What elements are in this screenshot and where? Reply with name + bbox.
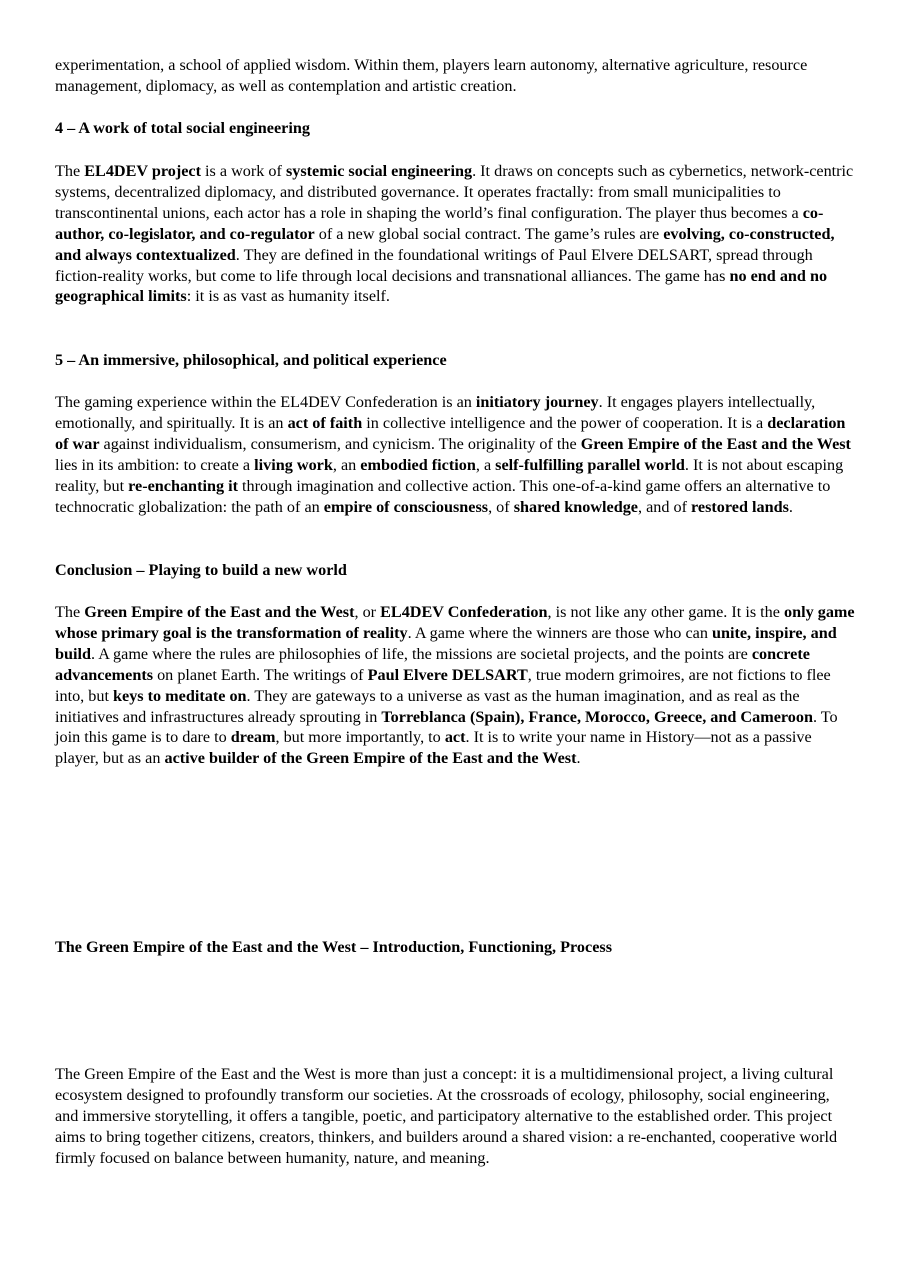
text-run: on planet Earth. The writings of <box>153 665 368 684</box>
emphasized-text: Paul Elvere DELSART <box>367 665 528 684</box>
text-run: . It is not about escaping reality, but <box>55 455 844 495</box>
emphasized-text: Torreblanca (Spain), France, Morocco, Greece, and Cameroon <box>381 707 813 726</box>
text-run: , an <box>332 455 361 474</box>
text-run: , a <box>475 455 496 474</box>
text-run: The <box>55 162 85 180</box>
text-run: against individualism, consumerism, and cynicism. The originality of the <box>99 434 581 453</box>
emphasized-text: re-enchanting it <box>128 476 238 495</box>
emphasized-text: keys to meditate on <box>113 686 247 705</box>
emphasized-text: Green Empire of the East and the West <box>580 434 851 453</box>
conclusion-paragraph <box>55 602 855 769</box>
emphasized-text: act of faith <box>287 413 363 432</box>
text-run: of a new global social contract. The game’s rules are <box>314 224 664 243</box>
text-run: lies in its ambition: to create a <box>55 455 255 474</box>
emphasized-text: living work <box>254 455 333 474</box>
text-run: is a work of <box>200 162 286 180</box>
text-run: The Green Empire of the East and the West is more than just a concept: it is a multidimensional project, a living cultural ecosystem designed to profoundly transform our societies. At the crossroads of ecology, philosophy, social engineering, and immersive storytelling, it offers a tangible, poetic, and participatory alternative to the established order. This project aims to bring together citizens, creators, thinkers, and builders around a shared vision: a re-enchanted, cooperative world firmly focused on balance between humanity, nature, and meaning. <box>55 1065 838 1167</box>
section-4-heading: 4 – A work of total social engineering <box>55 119 310 137</box>
section-5-heading: 5 – An immersive, philosophical, and political experience <box>55 351 447 369</box>
text-run: . It engages players intellectually, emotionally, and spiritually. It is an <box>55 393 816 432</box>
section-5-paragraph <box>55 392 855 517</box>
emphasized-text: shared knowledge <box>513 497 638 516</box>
introduction-heading: The Green Empire of the East and the West – Introduction, Functioning, Process <box>55 938 612 956</box>
text-run: experimentation, a school of applied wisdom. Within them, players learn autonomy, alternative agriculture, resource management, diplomacy, as well as contemplation and artistic creation. <box>55 56 808 95</box>
conclusion-heading: Conclusion – Playing to build a new world <box>55 561 347 579</box>
text-run: , of <box>488 497 514 516</box>
text-run: . A game where the rules are philosophies of life, the missions are societal projects, and the points are <box>91 644 752 663</box>
text-run: . They are gateways to a universe as vast as the human imagination, and as real as the initiatives and infrastructures already sprouting in <box>55 686 800 726</box>
paragraph-continuation <box>55 55 855 97</box>
text-run: : it is as vast as humanity itself. <box>186 287 390 306</box>
emphasized-text: Green Empire of the East and the West <box>84 603 355 621</box>
introduction-paragraph <box>55 1064 855 1169</box>
text-run: The <box>55 603 85 621</box>
text-run: , but more importantly, to <box>275 728 445 747</box>
emphasized-text: empire of consciousness <box>323 497 489 516</box>
emphasized-text: EL4DEV project <box>84 162 201 180</box>
text-run: . <box>788 497 793 516</box>
text-run: , and of <box>637 497 692 516</box>
text-run: , is not like any other game. It is the <box>547 603 784 621</box>
text-run: . A game where the winners are those who can <box>407 623 712 642</box>
emphasized-text: unite, inspire, and build <box>55 623 837 663</box>
emphasized-text: act <box>444 728 466 747</box>
text-run: through imagination and collective action. This one-of-a-kind game offers an alternative to technocratic globalization: the path of an <box>55 476 831 516</box>
text-run: . To join this game is to dare to <box>55 707 838 747</box>
section-4-paragraph <box>55 161 855 307</box>
emphasized-text: self-fulfilling parallel world <box>495 455 685 474</box>
emphasized-text: EL4DEV Confederation <box>380 603 548 621</box>
emphasized-text: declaration of war <box>55 413 846 453</box>
emphasized-text: only game whose primary goal is the transformation of reality <box>55 603 855 642</box>
text-run: . It draws on concepts such as cybernetics, network-centric systems, decentralized diplomacy, and distributed governance. It operates fractally: from small municipalities to transcontinental unions, each actor has a role in shaping the world’s final configuration. The player thus becomes a <box>55 162 854 222</box>
emphasized-text: restored lands <box>691 497 789 516</box>
emphasized-text: initiatory journey <box>475 393 599 411</box>
text-run: The gaming experience within the EL4DEV Confederation is an <box>55 393 476 411</box>
text-run: . They are defined in the foundational writings of Paul Elvere DELSART, spread through fiction-reality works, but come to life through local decisions and transnational alliances. The game has <box>55 245 813 285</box>
emphasized-text: embodied fiction <box>360 455 476 474</box>
text-run: in collective intelligence and the power of cooperation. It is a <box>362 413 768 432</box>
emphasized-text: no end and no geographical limits <box>55 266 828 306</box>
emphasized-text: co-author, co-legislator, and co-regulator <box>55 203 824 243</box>
text-run: . <box>576 749 581 768</box>
text-run: . It is to write your name in History—not as a passive player, but as an <box>55 728 812 768</box>
emphasized-text: active builder of the Green Empire of the East and the West <box>164 749 577 768</box>
emphasized-text: systemic social engineering <box>285 162 473 180</box>
emphasized-text: evolving, co-constructed, and always contextualized <box>55 224 835 264</box>
text-run: , true modern grimoires, are not fictions to flee into, but <box>55 665 831 705</box>
emphasized-text: concrete advancements <box>55 644 810 684</box>
text-run: , or <box>354 603 381 621</box>
emphasized-text: dream <box>230 728 276 747</box>
